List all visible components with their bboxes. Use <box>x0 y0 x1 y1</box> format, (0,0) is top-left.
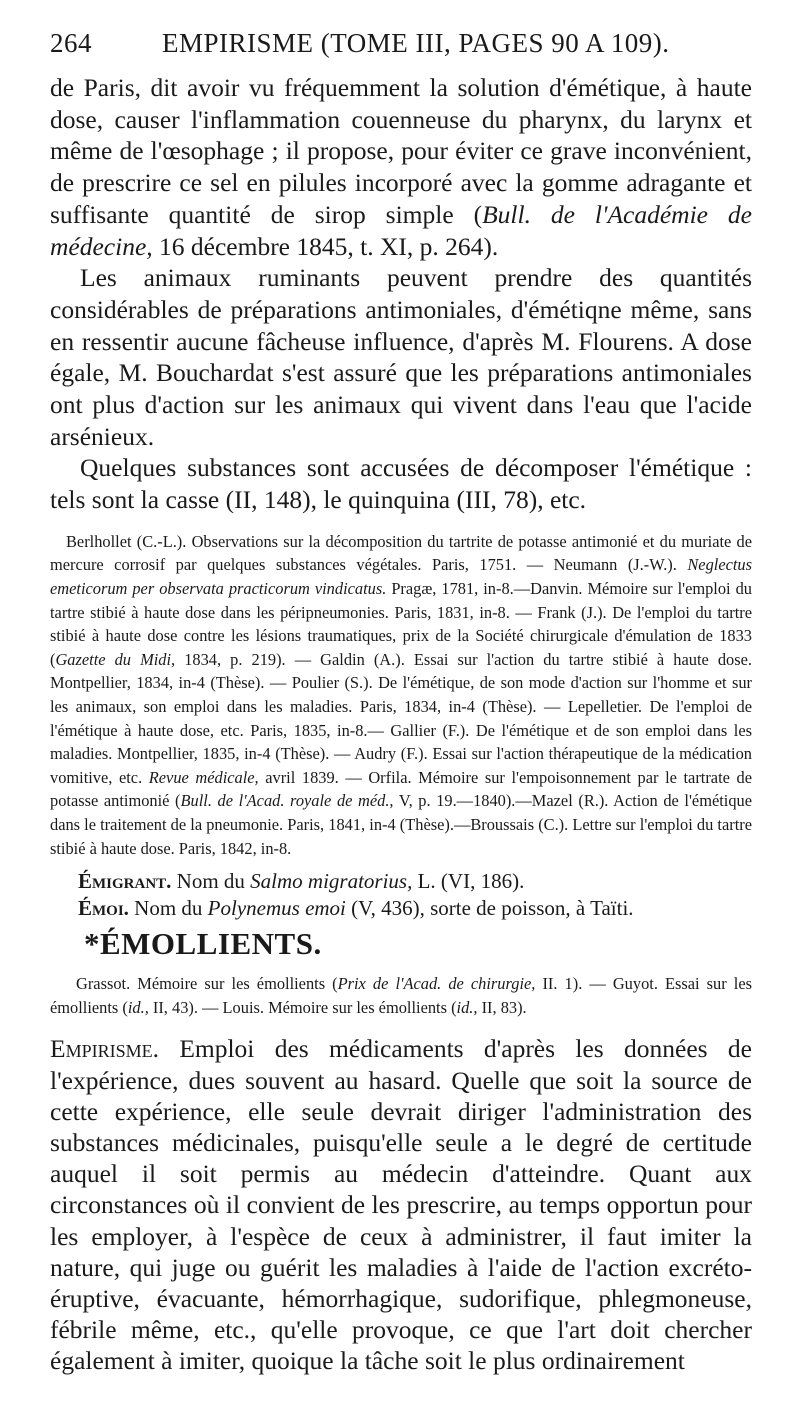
entry-headword: Émigrant. <box>78 869 172 894</box>
ref-text: Berlhollet (C.-L.). Observations sur la décomposition du tartrite de potasse antimonié et du muriate de mercure corrosif par quelques substances végétales. Paris, 1751. — Neumann (J.-W.). <box>50 531 752 575</box>
ref-citation: Neglectus emeticorum per observata practicorum vindicatus. <box>50 555 752 599</box>
entry-text: Emploi des médicaments d'après les données de l'expérience, dues souvent au hasard. Quelle que soit la source de cette expérience, elle seule devrait diriger l'administration des substances médicinales, puisqu'elle seule a le degré de certitude auquel il soit permis au médecin d'atteindre. Quant aux circonstances où il convient de les prescrire, au temps opportun pour les employer, à l'espèce de ceux à administrer, il faut imiter la nature, qui juge ou guérit les maladies à l'aide de l'action excréto-éruptive, évacuante, hémorrhagique, sudorifique, phlegmoneuse, fébrile même, etc., qu'elle provoque, ce que l'art doit chercher également à imiter, quoique la tâche soit le plus ordinairement <box>50 1034 752 1376</box>
ref-text: Grassot. Mémoire sur les émollients ( <box>76 974 338 994</box>
entry-headword: Émoi. <box>78 896 129 921</box>
entry-latin-name: Polynemus emoi <box>207 896 346 921</box>
paragraph: Les animaux ruminants peuvent prendre des quantités considérables de préparations antimoniales, d'émétiqne même, sans en ressentir aucune fâcheuse influence, d'après M. Flourens. A dose égale, M. Bouchardat s'est assuré que les préparations antimoniales ont plus d'action sur les animaux qui vivent dans l'eau que l'acide arsénieux. <box>50 263 752 451</box>
paragraph <box>50 72 752 262</box>
page-number: 264 <box>50 28 92 58</box>
citation: Bull. de l'Académie de médecine, <box>50 199 752 261</box>
ref-citation: Gazette du Midi, <box>55 649 176 669</box>
entry-text: L. (VI, 186). <box>412 869 525 894</box>
entry-text: Nom du <box>128 896 208 921</box>
running-header <box>50 28 752 72</box>
ref-text: II, 43). — Louis. Mémoire sur les émollients ( <box>148 997 457 1017</box>
section-heading: *ÉMOLLIENTS. <box>84 926 322 962</box>
entry-latin-name: Salmo migratorius, <box>250 869 413 894</box>
ref-citation: id., <box>127 997 149 1017</box>
paragraph-text: 16 décembre 1845, t. XI, p. 264). <box>152 231 499 261</box>
dictionary-entry <box>50 868 752 895</box>
paragraph: Quelques substances sont accusées de décomposer l'émétique : tels sont la casse (II, 148), le quinquina (III, 78), etc. <box>50 453 752 515</box>
ref-citation: Prix de l'Acad. de chirurgie, <box>337 974 536 994</box>
bibliography <box>50 530 752 860</box>
ref-citation: Bull. de l'Acad. royale de méd., <box>180 791 394 811</box>
ref-citation: id., <box>456 997 478 1017</box>
section-bibliography <box>50 972 752 1019</box>
ref-text: Pragæ, 1781, in-8.—Danvin. Mémoire sur l'emploi du tartre stibié à haute dose dans les péripneumonies. Paris, 1831, in-8. — Frank (J.). De l'emploi du tartre stibié à haute dose contre les lésions traumatiques, prix de la Société chirurgicale d'émulation de 1833 ( <box>50 579 752 669</box>
empirisme-entry <box>50 1033 752 1376</box>
dictionary-entry <box>50 895 752 922</box>
entry-headword: Empirisme. <box>50 1034 159 1064</box>
paragraph-text: de Paris, dit avoir vu fréquemment la solution d'émétique, à haute dose, causer l'inflammation couenneuse du pharynx, du larynx et même de l'œsophage ; il propose, pour éviter ce grave inconvénient, de prescrire ce sel en pilules incorporé avec la gomme adragante et suffisante quantité de sirop simple ( <box>50 73 752 229</box>
ref-text: II. 1). — Guyot. Essai sur les émollients ( <box>50 974 752 1017</box>
running-title: EMPIRISME (TOME III, PAGES 90 A 109). <box>162 28 670 58</box>
ref-text: 1834, p. 219). — Galdin (A.). Essai sur l'action du tartre stibié à haute dose. Montpellier, 1834, in-4 (Thèse). — Poulier (S.). De l'émétique, de son mode d'action sur l'homme et sur les animaux, son emploi dans les maladies. Paris, 1834, in-4 (Thèse). — Lepelletier. De l'emploi de l'émétique à haute dose, etc. Paris, 1835, in-8.— Gallier (F.). De l'émétique et de son emploi dans les maladies. Montpellier, 1835, in-4 (Thèse). — Audry (F.). Essai sur l'action thérapeutique de la médication vomitive, etc. <box>50 649 752 787</box>
ref-text: II, 83). <box>477 997 527 1017</box>
main-text <box>50 72 752 516</box>
entry-text: Nom du <box>171 869 251 894</box>
ref-citation: Revue médicale, <box>148 767 259 787</box>
ref-text: avril 1839. — Orfila. Mémoire sur l'empoisonnement par le tartrate de potasse antimonié ( <box>50 767 752 811</box>
ref-text: V, p. 19.—1840).—Mazel (R.). Action de l'émétique dans le traitement de la pneumonie. Paris, 1841, in-4 (Thèse).—Broussais (C.). Lettre sur l'emploi du tartre stibié à haute dose. Paris, 1842, in-8. <box>50 791 753 858</box>
entry-text: (V, 436), sorte de poisson, à Taïti. <box>345 896 634 921</box>
